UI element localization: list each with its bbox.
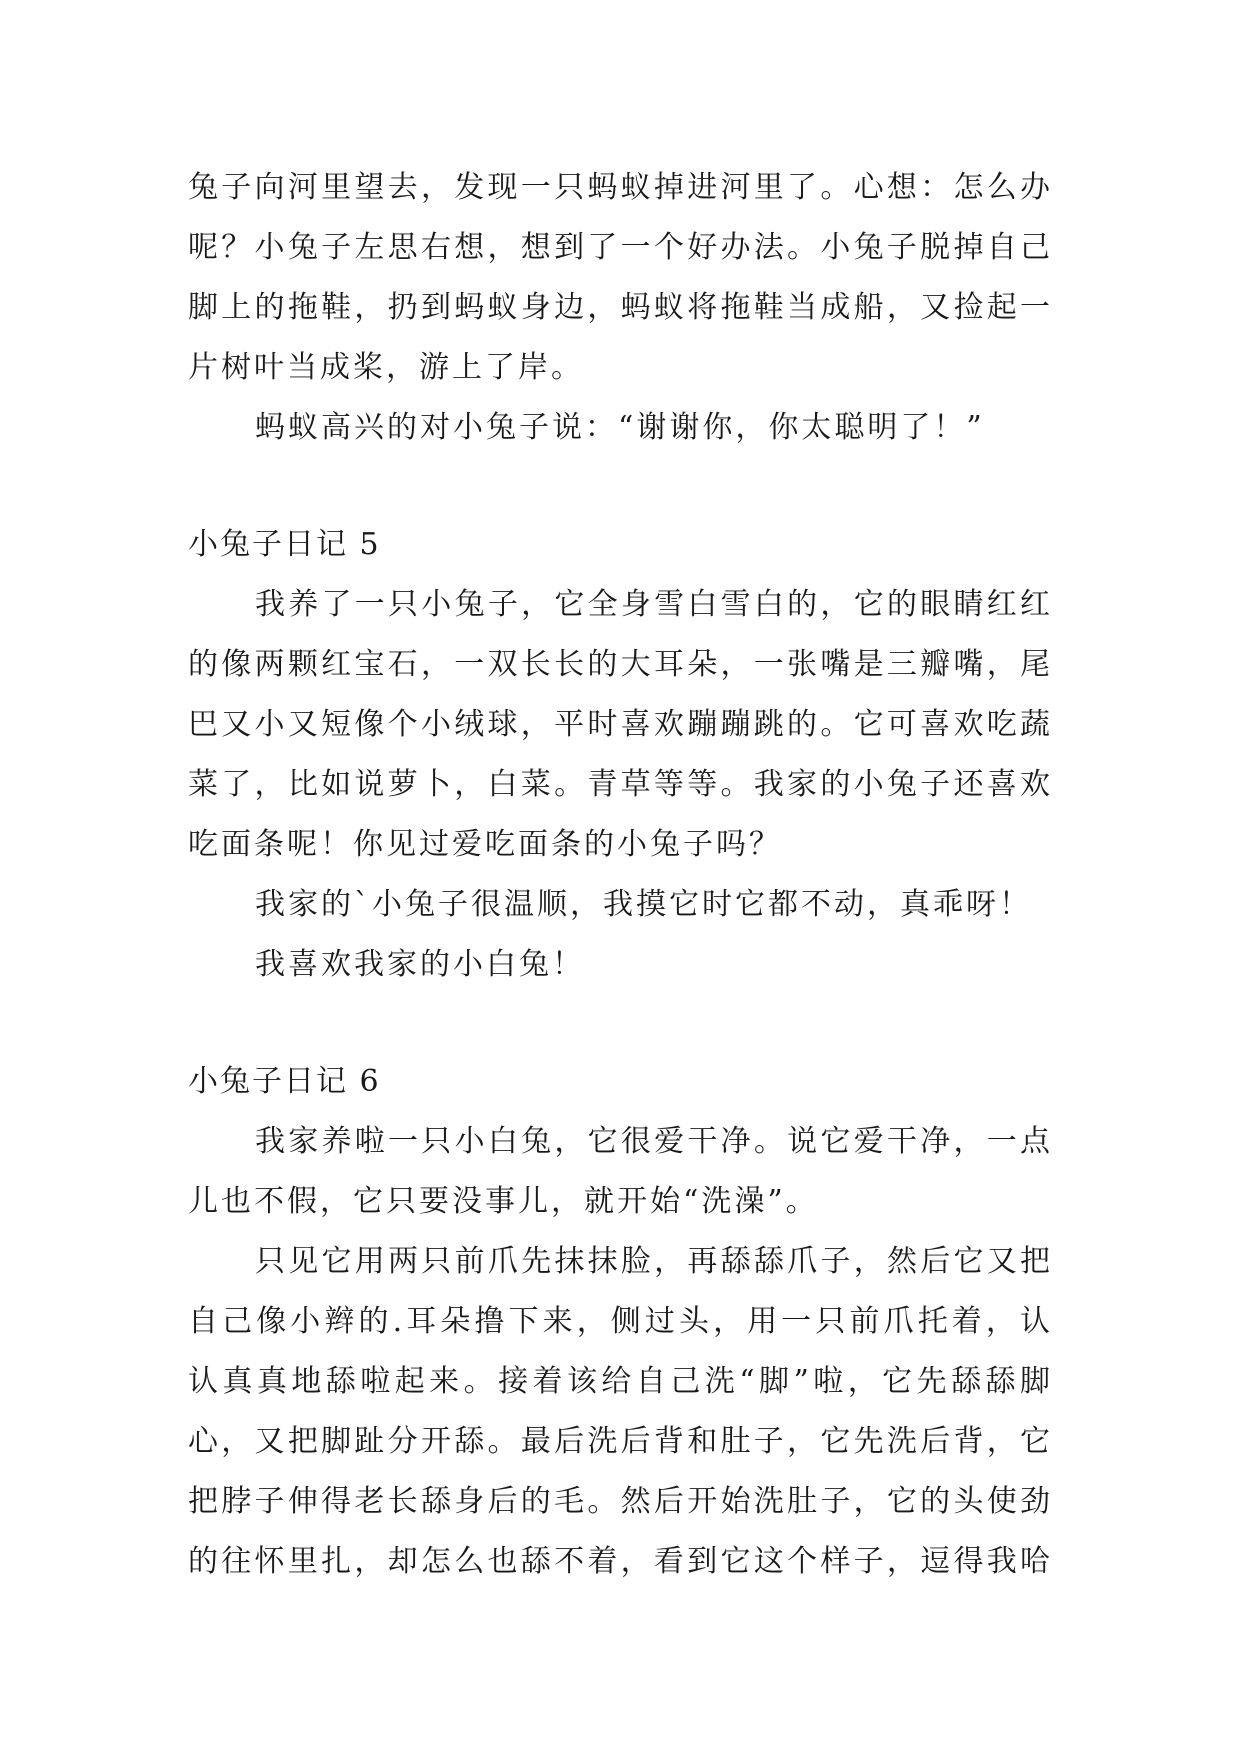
paragraph-line: 把脖子伸得老长舔身后的毛。然后开始洗肚子，它的头使劲 [188,1484,1053,1519]
paragraph-line: 脚上的拖鞋，扔到蚂蚁身边，蚂蚁将拖鞋当成船，又捡起一 [188,290,1053,325]
story-6 [188,1052,1053,1592]
paragraph-line: 菜了，比如说萝卜，白菜。青草等等。我家的小兔子还喜欢 [188,767,1053,802]
paragraph-line: 的像两颗红宝石，一双长长的大耳朵，一张嘴是三瓣嘴，尾 [188,647,1053,682]
paragraph-line: 自己像小辫的.耳朵撸下来，侧过头，用一只前爪托着，认 [188,1304,1053,1339]
paragraph-line: 我家养啦一只小白兔，它很爱干净。说它爱干净，一点 [255,1124,1053,1159]
section-spacer [188,995,1053,1052]
paragraph-line: 吃面条呢！你见过爱吃面条的小兔子吗？ [188,827,782,862]
section-title: 小兔子日记 5 [188,527,381,562]
paragraph-line: 的往怀里扎，却怎么也舔不着，看到它这个样子，逗得我哈 [188,1544,1053,1579]
paragraph-line: 我养了一只小兔子，它全身雪白雪白的，它的眼睛红红 [255,587,1053,622]
paragraph-line: 心，又把脚趾分开舔。最后洗后背和肚子，它先洗后背，它 [188,1424,1053,1459]
paragraph-line: 认真真地舔啦起来。接着该给自己洗“脚”啦，它先舔舔脚 [188,1364,1053,1399]
paragraph-line: 我家的`小兔子很温顺，我摸它时它都不动，真乖呀！ [255,887,1032,922]
paragraph-line: 蚂蚁高兴的对小兔子说：“谢谢你，你太聪明了！” [255,410,985,445]
paragraph-line: 只见它用两只前爪先抹抹脸，再舔舔爪子，然后它又把 [255,1244,1053,1279]
paragraph-line: 儿也不假，它只要没事儿，就开始“洗澡”。 [188,1184,819,1219]
paragraph-line: 呢？小兔子左思右想，想到了一个好办法。小兔子脱掉自己 [188,230,1053,265]
paragraph-line: 我喜欢我家的小白兔！ [255,947,585,982]
paragraph-line: 巴又小又短像个小绒球，平时喜欢蹦蹦跳的。它可喜欢吃蔬 [188,707,1053,742]
paragraph-line: 兔子向河里望去，发现一只蚂蚁掉进河里了。心想：怎么办 [188,170,1053,205]
paragraph-line: 片树叶当成桨，游上了岸。 [188,350,584,385]
story-5 [188,515,1053,995]
document-body [188,158,1053,1592]
section-spacer [188,458,1053,515]
section-title: 小兔子日记 6 [188,1064,381,1099]
story-4-continuation [188,158,1053,458]
